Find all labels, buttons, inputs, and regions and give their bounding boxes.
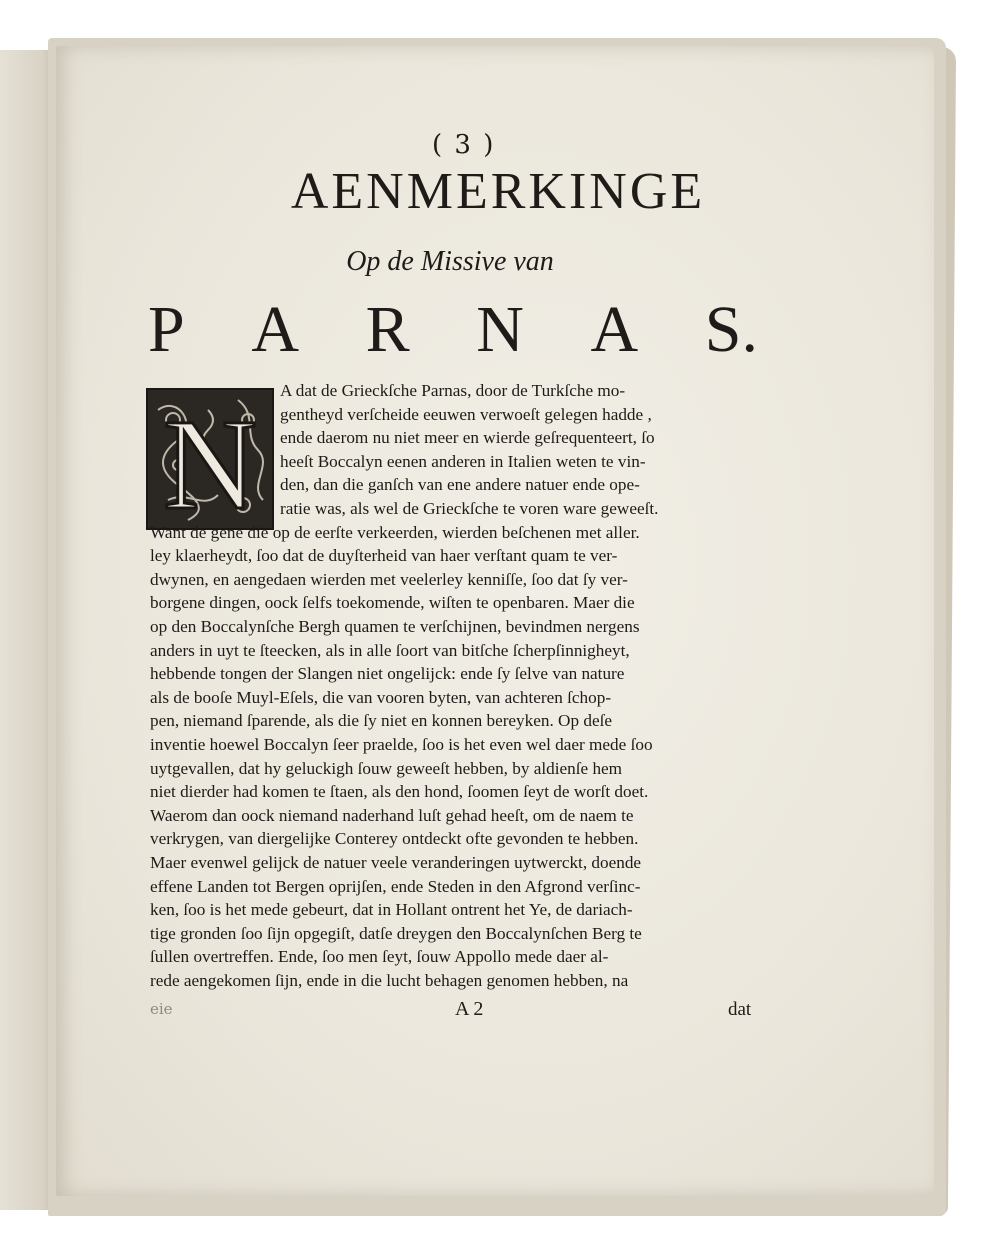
- body-line: hebbende tongen der Slangen niet ongelijck: ende ſy ſelve van nature: [150, 664, 625, 684]
- body-line: ley klaerheydt, ſoo dat de duyſterheid van haer verſtant quam te ver-: [150, 546, 618, 566]
- page-title: AENMERKINGE: [290, 163, 706, 220]
- body-line: effene Landen tot Bergen oprijſen, ende Steden in den Afgrond verſinc-: [150, 876, 641, 896]
- faint-mark: eie: [150, 1000, 173, 1018]
- body-line: uytgevallen, dat hy geluckigh ſouw geweeſt hebben, by aldienſe hem: [150, 758, 623, 778]
- body-line: Want de gene die op de eerſte verkeerden, wierden beſchenen met aller.: [150, 522, 640, 542]
- heading-letter: A: [251, 293, 299, 366]
- body-line: pen, niemand ſparende, als die ſy niet en konnen bereyken. Op deſe: [150, 711, 612, 731]
- body-line: dwynen, en aengedaen wierden met veelerley kenniſſe, ſoo dat ſy ver-: [150, 569, 628, 589]
- page-number: ( 3 ): [432, 130, 496, 160]
- body-line: als de booſe Muyl-Eſels, die van vooren byten, van achteren ſchop-: [150, 687, 612, 707]
- catchword: dat: [728, 999, 752, 1020]
- heading-letter: A: [590, 293, 639, 366]
- body-line: Maer evenwel gelijck de natuer veele veranderingen uytwerckt, doende: [150, 853, 642, 872]
- body-line: rede aengekomen ſijn, ende in die lucht behagen genomen hebben, na: [150, 971, 629, 990]
- body-line: inventie hoewel Boccalyn ſeer praelde, ſoo is het even wel daer mede ſoo: [150, 735, 653, 754]
- heading-letter: R: [365, 293, 410, 366]
- body-line: niet dierder had komen te ſtaen, als den hond, ſoomen ſeyt de worſt doet.: [150, 782, 649, 802]
- heading-letter: S.: [704, 293, 758, 366]
- body-line: op den Boccalynſche Bergh quamen te verſchijnen, bevindmen nergens: [150, 617, 640, 636]
- decorated-initial: [146, 388, 274, 530]
- body-line: ende daerom nu niet meer en wierde geſrequenteert, ſo: [280, 428, 655, 448]
- body-line: gentheyd verſcheide eeuwen verwoeſt gelegen hadde ,: [280, 404, 652, 424]
- body-line: borgene dingen, oock ſelfs toekomende, wiſten te openbaren. Maer die: [150, 593, 635, 613]
- heading-letter: P: [148, 293, 185, 366]
- body-line: Waerom dan oock niemand naderhand luſt gehad heeſt, om de naem te: [150, 805, 634, 825]
- svg-text:N: N: [163, 393, 257, 528]
- heading-letter: N: [476, 293, 524, 366]
- parnas-heading: [148, 292, 758, 368]
- ornament-icon: [148, 390, 272, 528]
- body-line: heeſt Boccalyn eenen anderen in Italien weten te vin-: [280, 451, 646, 471]
- body-line: tige gronden ſoo ſijn opgegiſt, datſe dreygen den Boccalynſchen Berg te: [150, 923, 642, 943]
- body-line: den, dan die ganſch van ene andere natuer ende ope-: [280, 475, 640, 495]
- body-line: A dat de Grieckſche Parnas, door de Turkſche mo-: [280, 381, 626, 400]
- signature-mark: A 2: [455, 998, 484, 1020]
- body-line: ken, ſoo is het mede gebeurt, dat in Hollant ontrent het Ye, de dariach-: [150, 900, 633, 920]
- body-line: anders in uyt te ſteecken, als in alle ſoort van bitſche ſcherpſinnigheyt,: [150, 640, 630, 660]
- body-line: verkrygen, van diergelijke Conterey ontdeckt ofte gevonden te hebben.: [150, 829, 639, 849]
- body-line: ſullen overtreffen. Ende, ſoo men ſeyt, ſouw Appollo mede daer al-: [150, 947, 609, 967]
- page-subtitle: Op de Missive van: [346, 246, 554, 277]
- body-line: ratie was, als wel de Grieckſche te voren ware geweeſt.: [280, 499, 659, 518]
